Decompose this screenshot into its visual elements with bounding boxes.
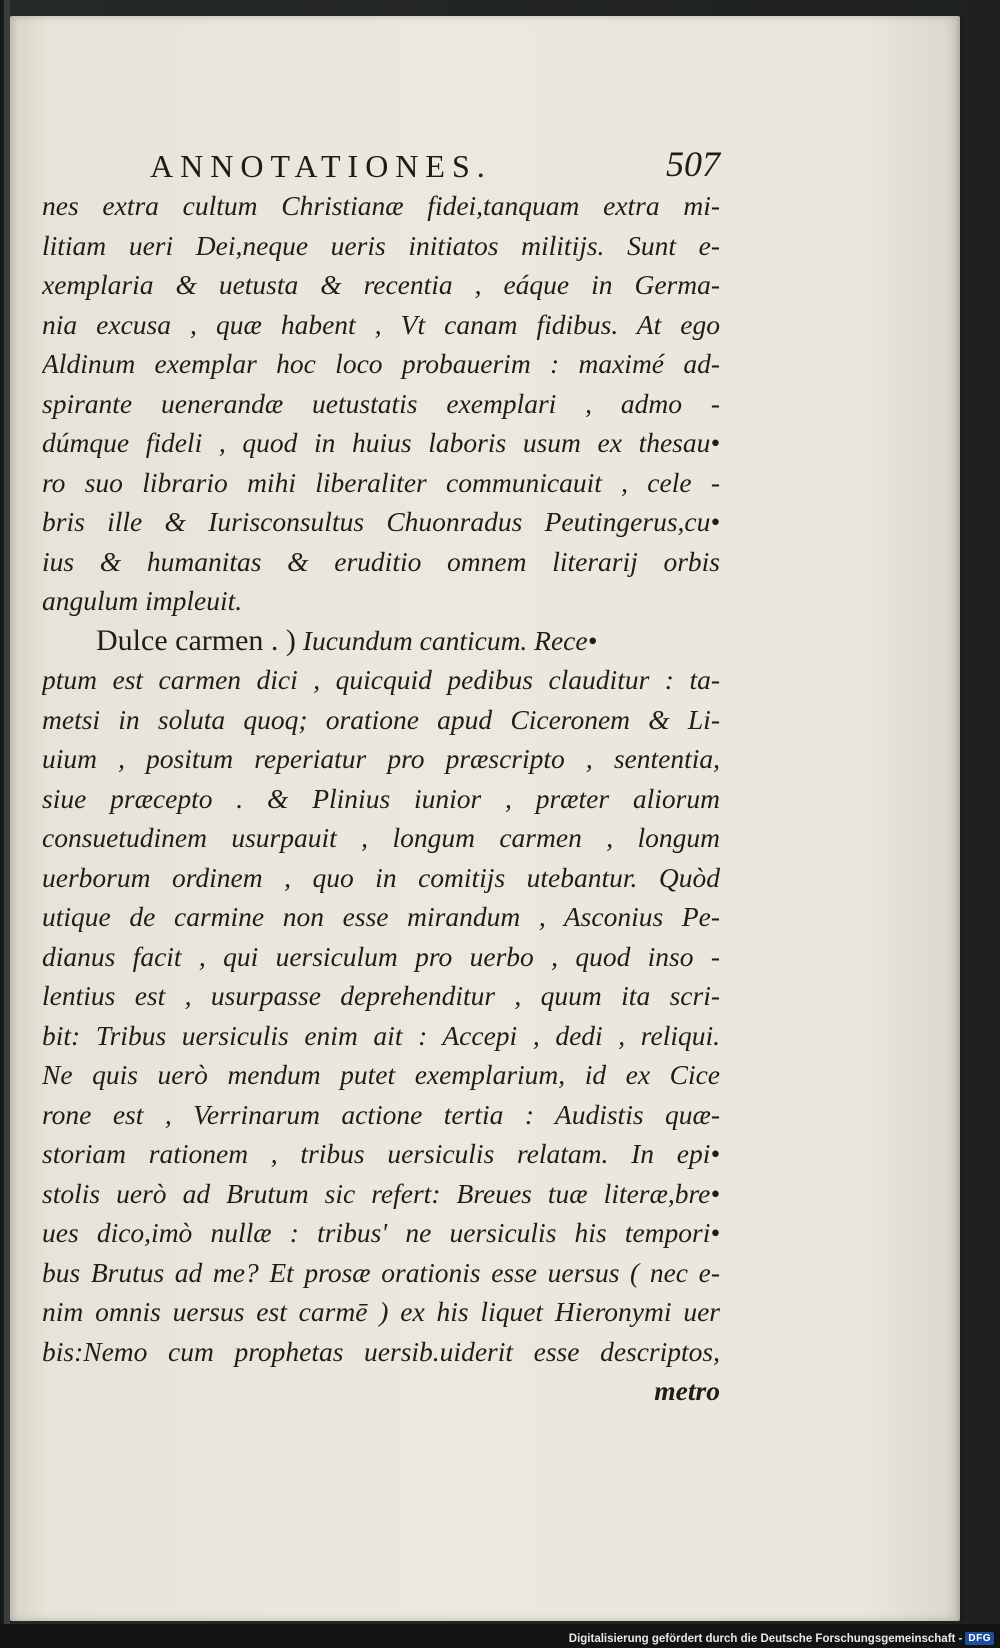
text-line: storiam rationem , tribus uersiculis relatam. In epi• [42, 1138, 720, 1169]
funding-credit [569, 1632, 994, 1645]
text-line: stolis uerò ad Brutum sic refert: Breues tuæ literæ,bre• [42, 1177, 720, 1209]
credit-text: Digitalisierung gefördert durch die Deutsche Forschungsgemeinschaft - [568, 1632, 963, 1645]
text-line: uium , positum reperiatur pro præscripto , sententia, [42, 743, 720, 774]
running-title: ANNOTATIONES. [150, 148, 492, 184]
text-line: litiam ueri Dei,neque ueris initiatos militijs. Sunt e- [42, 229, 720, 261]
text-line: consuetudinem usurpauit , longum carmen , longum [42, 822, 720, 853]
footer-bar [0, 1624, 1000, 1648]
text-line: spirante uenerandæ uetustatis exemplari , admo - [42, 387, 720, 419]
text-line: Aldinum exemplar hoc loco probauerim : maximé ad- [42, 348, 720, 379]
text-line: bris ille & Iurisconsultus Chuonradus Peutingerus,cu• [42, 506, 720, 537]
text-line: bit: Tribus uersiculis enim ait : Accepi , dedi , reliqui. [42, 1019, 720, 1051]
gutter-shadow [956, 16, 964, 1621]
text-line: Ne quis uerò mendum putet exemplarium, id ex Cice [42, 1059, 720, 1090]
dfg-logo-icon: DFG [965, 1632, 994, 1645]
text-line: lentius est , usurpasse deprehenditur , quum ita scri- [42, 980, 720, 1011]
text-line: ues dico,imò nullæ : tribus' ne uersiculis his tempori• [42, 1217, 720, 1248]
text-line: nes extra cultum Christianæ fidei,tanquam extra mi- [42, 190, 720, 221]
text-line: dúmque fideli , quod in huius laboris usum ex thesau• [42, 427, 720, 458]
text-line: ius & humanitas & eruditio omnem literarij orbis [42, 545, 720, 577]
text-line: nim omnis uersus est carmē ) ex his liquet Hieronymi uer [42, 1296, 720, 1327]
text-line: siue præcepto . & Plinius iunior , præter aliorum [42, 782, 720, 814]
text-line: ptum est carmen dici , quicquid pedibus clauditur : ta- [42, 664, 720, 695]
body-text [42, 186, 720, 1411]
text-line: rone est , Verrinarum actione tertia : Audistis quæ- [42, 1098, 720, 1130]
paragraph-opening-line [42, 621, 720, 661]
text-line: dianus facit , qui uersiculum pro uerbo , quod inso - [42, 940, 720, 972]
opening-line-text: Iucundum canticum. Rece• [295, 624, 598, 656]
text-line: uerborum ordinem , quo in comitijs utebantur. Quòd [42, 861, 720, 893]
book-page [10, 16, 960, 1621]
text-line: xemplaria & uetusta & recentia , eáque in Germa- [42, 269, 720, 300]
text-line: angulum impleuit. [42, 585, 243, 616]
page-number: 507 [666, 144, 720, 184]
catchword: metro [654, 1375, 720, 1406]
lemma: Dulce carmen . ) [96, 623, 296, 657]
text-line: utique de carmine non esse mirandum , Asconius Pe- [42, 901, 720, 932]
text-line: nia excusa , quæ habent , Vt canam fidibus. At ego [42, 308, 720, 340]
text-line: bus Brutus ad me? Et prosæ orationis esse uersus ( nec e- [42, 1256, 720, 1288]
text-line: metsi in soluta quoq; oratione apud Ciceronem & Li- [42, 703, 720, 735]
text-line: bis:Nemo cum prophetas uersib.uiderit esse descriptos, [42, 1335, 720, 1367]
text-line: ro suo librario mihi liberaliter communicauit , cele - [42, 466, 720, 498]
